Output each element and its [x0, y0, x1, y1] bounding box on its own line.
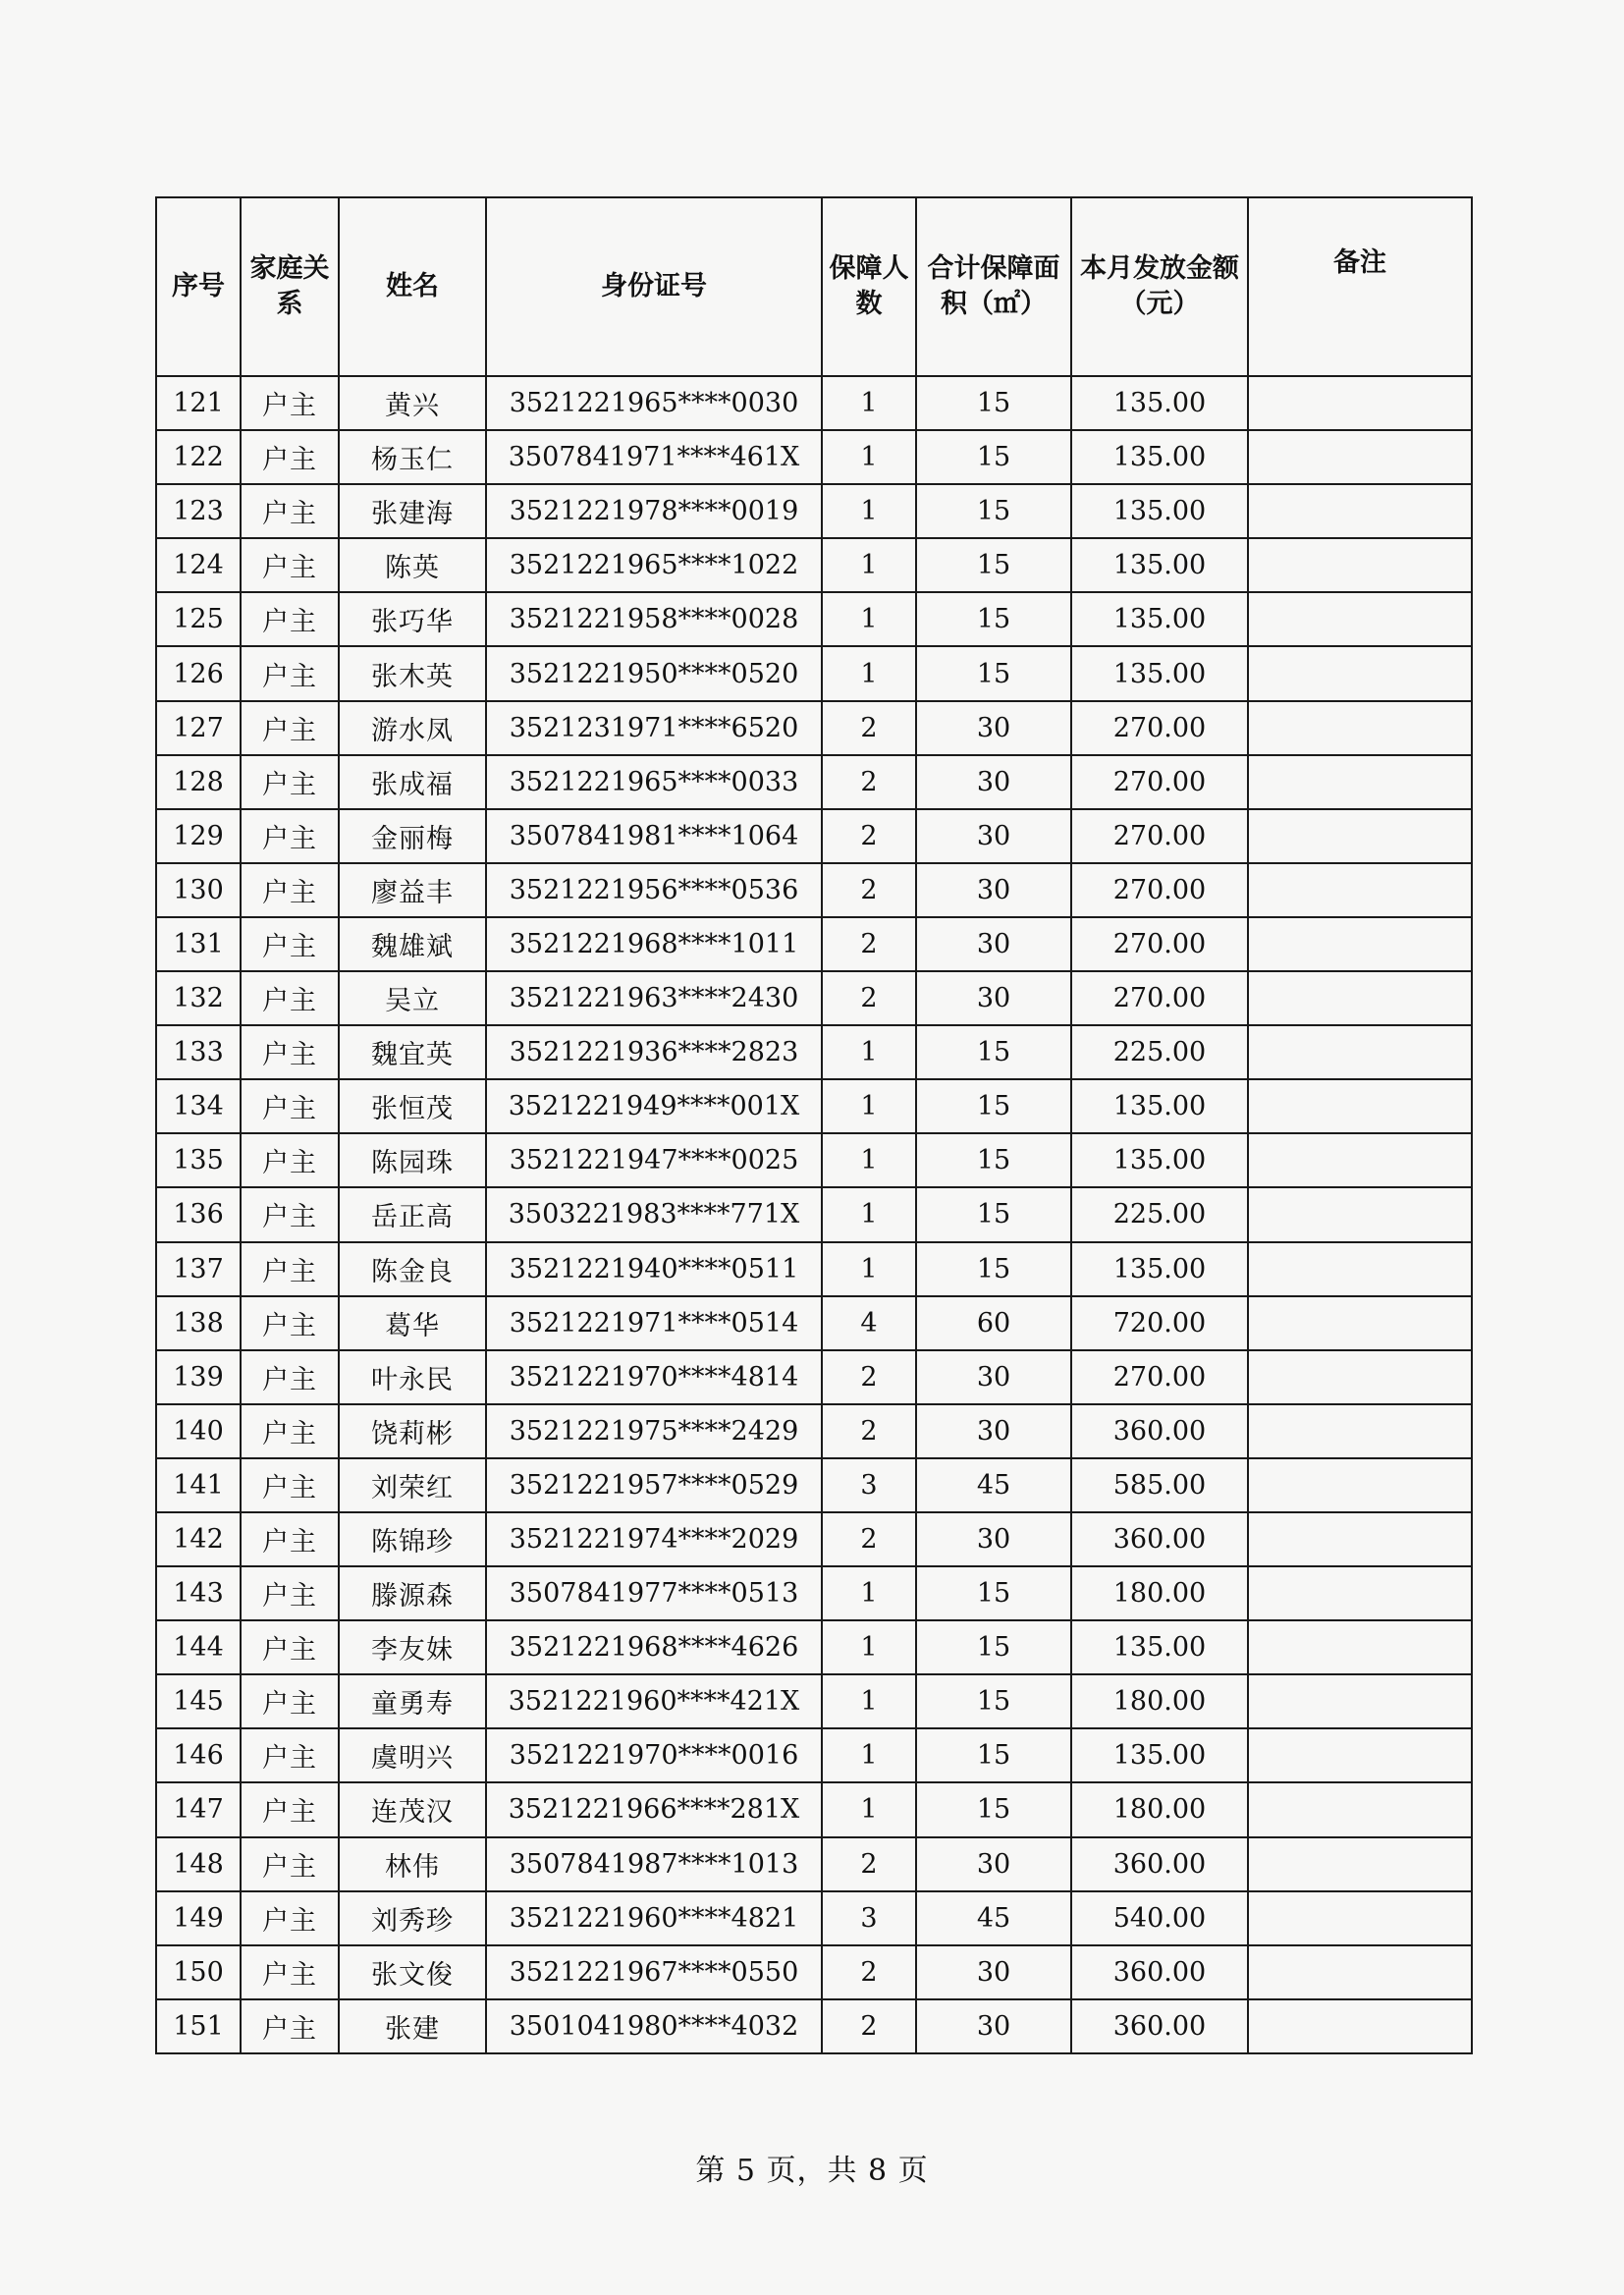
housing-subsidy-table [155, 196, 1473, 2054]
cell-area: 30 [916, 701, 1071, 755]
cell-seq: 144 [156, 1620, 241, 1674]
cell-relation: 户主 [241, 917, 339, 971]
cell-name: 岳正高 [339, 1187, 486, 1241]
cell-persons: 3 [822, 1891, 916, 1945]
cell-id-number: 3521221968****4626 [486, 1620, 822, 1674]
header-name: 姓名 [339, 197, 486, 376]
cell-relation: 户主 [241, 1350, 339, 1404]
cell-amount: 360.00 [1071, 1404, 1248, 1458]
cell-name: 魏雄斌 [339, 917, 486, 971]
cell-id-number: 3521221960****421X [486, 1674, 822, 1728]
cell-area: 30 [916, 863, 1071, 917]
cell-area: 30 [916, 1512, 1071, 1566]
cell-remarks [1248, 1404, 1472, 1458]
cell-relation: 户主 [241, 1404, 339, 1458]
cell-seq: 135 [156, 1133, 241, 1187]
cell-persons: 1 [822, 1566, 916, 1620]
cell-persons: 1 [822, 538, 916, 592]
table-row [156, 1242, 1472, 1296]
cell-amount: 135.00 [1071, 376, 1248, 430]
cell-area: 15 [916, 1025, 1071, 1079]
cell-name: 连茂汉 [339, 1782, 486, 1836]
cell-seq: 129 [156, 809, 241, 863]
cell-area: 45 [916, 1891, 1071, 1945]
cell-relation: 户主 [241, 1782, 339, 1836]
cell-persons: 2 [822, 1404, 916, 1458]
cell-id-number: 3521221965****0033 [486, 755, 822, 809]
cell-remarks [1248, 971, 1472, 1025]
table-row [156, 755, 1472, 809]
cell-amount: 180.00 [1071, 1674, 1248, 1728]
cell-remarks [1248, 1945, 1472, 1999]
cell-name: 饶莉彬 [339, 1404, 486, 1458]
cell-area: 15 [916, 376, 1071, 430]
cell-seq: 139 [156, 1350, 241, 1404]
cell-id-number: 3521221963****2430 [486, 971, 822, 1025]
cell-area: 30 [916, 917, 1071, 971]
header-id-number: 身份证号 [486, 197, 822, 376]
cell-persons: 1 [822, 376, 916, 430]
cell-persons: 2 [822, 971, 916, 1025]
cell-amount: 720.00 [1071, 1296, 1248, 1350]
cell-amount: 225.00 [1071, 1025, 1248, 1079]
cell-persons: 2 [822, 1837, 916, 1891]
cell-id-number: 3521221957****0529 [486, 1458, 822, 1512]
cell-id-number: 3521231971****6520 [486, 701, 822, 755]
cell-relation: 户主 [241, 1296, 339, 1350]
cell-name: 李友妹 [339, 1620, 486, 1674]
cell-relation: 户主 [241, 646, 339, 700]
cell-remarks [1248, 1728, 1472, 1782]
cell-persons: 2 [822, 1350, 916, 1404]
cell-persons: 1 [822, 1674, 916, 1728]
cell-name: 张成福 [339, 755, 486, 809]
cell-area: 15 [916, 592, 1071, 646]
cell-area: 45 [916, 1458, 1071, 1512]
cell-persons: 3 [822, 1458, 916, 1512]
table-body [156, 376, 1472, 2053]
cell-remarks [1248, 592, 1472, 646]
cell-relation: 户主 [241, 1620, 339, 1674]
cell-name: 张木英 [339, 646, 486, 700]
cell-seq: 133 [156, 1025, 241, 1079]
cell-relation: 户主 [241, 755, 339, 809]
cell-persons: 1 [822, 1133, 916, 1187]
cell-relation: 户主 [241, 863, 339, 917]
cell-area: 15 [916, 1782, 1071, 1836]
cell-remarks [1248, 1079, 1472, 1133]
cell-remarks [1248, 1187, 1472, 1241]
cell-amount: 270.00 [1071, 971, 1248, 1025]
cell-relation: 户主 [241, 376, 339, 430]
cell-amount: 270.00 [1071, 917, 1248, 971]
cell-remarks [1248, 917, 1472, 971]
cell-persons: 1 [822, 1079, 916, 1133]
cell-name: 葛华 [339, 1296, 486, 1350]
cell-persons: 1 [822, 1782, 916, 1836]
cell-relation: 户主 [241, 592, 339, 646]
cell-id-number: 3507841977****0513 [486, 1566, 822, 1620]
cell-id-number: 3521221970****4814 [486, 1350, 822, 1404]
cell-area: 30 [916, 1999, 1071, 2053]
cell-seq: 121 [156, 376, 241, 430]
cell-area: 15 [916, 646, 1071, 700]
cell-amount: 360.00 [1071, 1837, 1248, 1891]
cell-id-number: 3521221975****2429 [486, 1404, 822, 1458]
cell-remarks [1248, 1296, 1472, 1350]
cell-persons: 2 [822, 1999, 916, 2053]
cell-name: 魏宜英 [339, 1025, 486, 1079]
cell-relation: 户主 [241, 1242, 339, 1296]
cell-remarks [1248, 1566, 1472, 1620]
cell-amount: 135.00 [1071, 430, 1248, 484]
cell-id-number: 3521221949****001X [486, 1079, 822, 1133]
cell-remarks [1248, 646, 1472, 700]
cell-area: 30 [916, 1945, 1071, 1999]
cell-seq: 142 [156, 1512, 241, 1566]
cell-persons: 2 [822, 809, 916, 863]
cell-seq: 151 [156, 1999, 241, 2053]
table-row [156, 1187, 1472, 1241]
cell-name: 陈锦珍 [339, 1512, 486, 1566]
table-row [156, 1404, 1472, 1458]
cell-area: 30 [916, 755, 1071, 809]
table-row [156, 376, 1472, 430]
cell-remarks [1248, 1350, 1472, 1404]
cell-remarks [1248, 484, 1472, 538]
cell-amount: 270.00 [1071, 701, 1248, 755]
cell-name: 林伟 [339, 1837, 486, 1891]
cell-seq: 137 [156, 1242, 241, 1296]
table-row [156, 1620, 1472, 1674]
cell-area: 15 [916, 1133, 1071, 1187]
cell-name: 陈英 [339, 538, 486, 592]
cell-name: 张恒茂 [339, 1079, 486, 1133]
cell-area: 15 [916, 1620, 1071, 1674]
page-number: 第 5 页，共 8 页 [695, 2154, 929, 2188]
cell-persons: 1 [822, 592, 916, 646]
cell-persons: 1 [822, 430, 916, 484]
cell-id-number: 3521221956****0536 [486, 863, 822, 917]
cell-id-number: 3507841971****461X [486, 430, 822, 484]
cell-remarks [1248, 1025, 1472, 1079]
cell-remarks [1248, 376, 1472, 430]
table-row [156, 1512, 1472, 1566]
cell-persons: 2 [822, 1512, 916, 1566]
cell-remarks [1248, 1242, 1472, 1296]
cell-id-number: 3521221974****2029 [486, 1512, 822, 1566]
cell-persons: 2 [822, 755, 916, 809]
cell-seq: 141 [156, 1458, 241, 1512]
cell-seq: 140 [156, 1404, 241, 1458]
cell-remarks [1248, 1674, 1472, 1728]
table-row [156, 646, 1472, 700]
cell-relation: 户主 [241, 1837, 339, 1891]
cell-id-number: 3521221971****0514 [486, 1296, 822, 1350]
cell-name: 张建 [339, 1999, 486, 2053]
cell-persons: 1 [822, 646, 916, 700]
cell-amount: 135.00 [1071, 484, 1248, 538]
cell-name: 张建海 [339, 484, 486, 538]
cell-seq: 145 [156, 1674, 241, 1728]
cell-amount: 360.00 [1071, 1512, 1248, 1566]
cell-remarks [1248, 1782, 1472, 1836]
cell-name: 童勇寿 [339, 1674, 486, 1728]
table-row [156, 1782, 1472, 1836]
cell-amount: 135.00 [1071, 646, 1248, 700]
header-seq: 序号 [156, 197, 241, 376]
table-row [156, 1999, 1472, 2053]
cell-seq: 149 [156, 1891, 241, 1945]
cell-relation: 户主 [241, 430, 339, 484]
cell-seq: 147 [156, 1782, 241, 1836]
cell-name: 杨玉仁 [339, 430, 486, 484]
cell-name: 陈园珠 [339, 1133, 486, 1187]
cell-relation: 户主 [241, 701, 339, 755]
cell-amount: 135.00 [1071, 1242, 1248, 1296]
table-row [156, 1728, 1472, 1782]
cell-id-number: 3521221967****0550 [486, 1945, 822, 1999]
cell-seq: 138 [156, 1296, 241, 1350]
cell-name: 金丽梅 [339, 809, 486, 863]
cell-relation: 户主 [241, 1187, 339, 1241]
cell-id-number: 3507841987****1013 [486, 1837, 822, 1891]
table-row [156, 1350, 1472, 1404]
cell-id-number: 3521221940****0511 [486, 1242, 822, 1296]
cell-area: 15 [916, 430, 1071, 484]
header-relation: 家庭关系 [241, 197, 339, 376]
cell-amount: 180.00 [1071, 1782, 1248, 1836]
table-row [156, 971, 1472, 1025]
cell-amount: 135.00 [1071, 1620, 1248, 1674]
cell-remarks [1248, 1837, 1472, 1891]
cell-persons: 1 [822, 1620, 916, 1674]
cell-relation: 户主 [241, 1458, 339, 1512]
cell-persons: 1 [822, 1728, 916, 1782]
cell-relation: 户主 [241, 1025, 339, 1079]
cell-seq: 148 [156, 1837, 241, 1891]
cell-persons: 2 [822, 701, 916, 755]
header-persons: 保障人数 [822, 197, 916, 376]
cell-area: 15 [916, 1566, 1071, 1620]
cell-amount: 270.00 [1071, 1350, 1248, 1404]
cell-name: 廖益丰 [339, 863, 486, 917]
table-row [156, 484, 1472, 538]
cell-persons: 2 [822, 917, 916, 971]
cell-id-number: 3521221950****0520 [486, 646, 822, 700]
cell-amount: 135.00 [1071, 1079, 1248, 1133]
cell-remarks [1248, 809, 1472, 863]
cell-id-number: 3501041980****4032 [486, 1999, 822, 2053]
cell-area: 15 [916, 484, 1071, 538]
cell-persons: 2 [822, 863, 916, 917]
cell-seq: 150 [156, 1945, 241, 1999]
table-row [156, 863, 1472, 917]
cell-seq: 130 [156, 863, 241, 917]
table-row [156, 1079, 1472, 1133]
cell-seq: 127 [156, 701, 241, 755]
cell-relation: 户主 [241, 484, 339, 538]
table-row [156, 538, 1472, 592]
cell-remarks [1248, 1620, 1472, 1674]
cell-remarks [1248, 755, 1472, 809]
cell-relation: 户主 [241, 1512, 339, 1566]
header-area: 合计保障面积（㎡） [916, 197, 1071, 376]
cell-seq: 123 [156, 484, 241, 538]
table-row [156, 809, 1472, 863]
cell-relation: 户主 [241, 1674, 339, 1728]
table-row [156, 1674, 1472, 1728]
cell-persons: 2 [822, 1945, 916, 1999]
table-header [156, 197, 1472, 376]
cell-area: 15 [916, 1079, 1071, 1133]
cell-id-number: 3521221978****0019 [486, 484, 822, 538]
cell-id-number: 3521221965****0030 [486, 376, 822, 430]
cell-remarks [1248, 1133, 1472, 1187]
cell-id-number: 3507841981****1064 [486, 809, 822, 863]
table-row [156, 430, 1472, 484]
cell-amount: 135.00 [1071, 1728, 1248, 1782]
table-row [156, 1458, 1472, 1512]
cell-area: 15 [916, 1674, 1071, 1728]
cell-amount: 135.00 [1071, 592, 1248, 646]
cell-id-number: 3521221958****0028 [486, 592, 822, 646]
cell-amount: 540.00 [1071, 1891, 1248, 1945]
cell-amount: 270.00 [1071, 809, 1248, 863]
cell-relation: 户主 [241, 1728, 339, 1782]
cell-amount: 270.00 [1071, 863, 1248, 917]
cell-amount: 180.00 [1071, 1566, 1248, 1620]
cell-relation: 户主 [241, 809, 339, 863]
cell-name: 刘秀珍 [339, 1891, 486, 1945]
cell-name: 虞明兴 [339, 1728, 486, 1782]
cell-amount: 585.00 [1071, 1458, 1248, 1512]
cell-remarks [1248, 701, 1472, 755]
cell-name: 滕源森 [339, 1566, 486, 1620]
cell-relation: 户主 [241, 1999, 339, 2053]
cell-seq: 131 [156, 917, 241, 971]
cell-persons: 1 [822, 1242, 916, 1296]
cell-seq: 143 [156, 1566, 241, 1620]
cell-amount: 270.00 [1071, 755, 1248, 809]
cell-remarks [1248, 1999, 1472, 2053]
cell-seq: 136 [156, 1187, 241, 1241]
table-row [156, 1837, 1472, 1891]
cell-area: 15 [916, 1728, 1071, 1782]
cell-area: 15 [916, 538, 1071, 592]
cell-seq: 122 [156, 430, 241, 484]
cell-id-number: 3521221936****2823 [486, 1025, 822, 1079]
header-remarks: 备注 [1248, 197, 1472, 376]
cell-name: 黄兴 [339, 376, 486, 430]
cell-seq: 125 [156, 592, 241, 646]
cell-area: 30 [916, 809, 1071, 863]
cell-name: 刘荣红 [339, 1458, 486, 1512]
cell-id-number: 3521221947****0025 [486, 1133, 822, 1187]
cell-relation: 户主 [241, 538, 339, 592]
cell-persons: 4 [822, 1296, 916, 1350]
cell-seq: 126 [156, 646, 241, 700]
cell-seq: 134 [156, 1079, 241, 1133]
cell-seq: 128 [156, 755, 241, 809]
cell-area: 30 [916, 1404, 1071, 1458]
page-footer [0, 2146, 1624, 2189]
cell-remarks [1248, 538, 1472, 592]
table-row [156, 1296, 1472, 1350]
cell-id-number: 3521221966****281X [486, 1782, 822, 1836]
table-row [156, 701, 1472, 755]
cell-amount: 360.00 [1071, 1999, 1248, 2053]
cell-id-number: 3521221960****4821 [486, 1891, 822, 1945]
cell-name: 叶永民 [339, 1350, 486, 1404]
cell-relation: 户主 [241, 971, 339, 1025]
table-row [156, 917, 1472, 971]
cell-relation: 户主 [241, 1079, 339, 1133]
cell-amount: 135.00 [1071, 1133, 1248, 1187]
cell-name: 张巧华 [339, 592, 486, 646]
cell-area: 15 [916, 1187, 1071, 1241]
cell-amount: 360.00 [1071, 1945, 1248, 1999]
cell-area: 30 [916, 1837, 1071, 1891]
cell-id-number: 3521221970****0016 [486, 1728, 822, 1782]
cell-remarks [1248, 1512, 1472, 1566]
table-row [156, 1133, 1472, 1187]
cell-area: 60 [916, 1296, 1071, 1350]
cell-relation: 户主 [241, 1133, 339, 1187]
cell-remarks [1248, 1891, 1472, 1945]
cell-persons: 1 [822, 1025, 916, 1079]
cell-area: 30 [916, 971, 1071, 1025]
cell-persons: 1 [822, 484, 916, 538]
cell-remarks [1248, 430, 1472, 484]
cell-seq: 132 [156, 971, 241, 1025]
cell-seq: 124 [156, 538, 241, 592]
header-amount: 本月发放金额（元） [1071, 197, 1248, 376]
table-row [156, 1891, 1472, 1945]
cell-id-number: 3521221968****1011 [486, 917, 822, 971]
cell-remarks [1248, 863, 1472, 917]
table-row [156, 1945, 1472, 1999]
cell-name: 吴立 [339, 971, 486, 1025]
cell-name: 游水凤 [339, 701, 486, 755]
cell-area: 15 [916, 1242, 1071, 1296]
table-row [156, 592, 1472, 646]
cell-relation: 户主 [241, 1566, 339, 1620]
table-row [156, 1025, 1472, 1079]
cell-amount: 225.00 [1071, 1187, 1248, 1241]
cell-area: 30 [916, 1350, 1071, 1404]
cell-id-number: 3503221983****771X [486, 1187, 822, 1241]
cell-relation: 户主 [241, 1945, 339, 1999]
cell-id-number: 3521221965****1022 [486, 538, 822, 592]
cell-name: 陈金良 [339, 1242, 486, 1296]
table-row [156, 1566, 1472, 1620]
cell-relation: 户主 [241, 1891, 339, 1945]
cell-amount: 135.00 [1071, 538, 1248, 592]
cell-persons: 1 [822, 1187, 916, 1241]
cell-remarks [1248, 1458, 1472, 1512]
cell-name: 张文俊 [339, 1945, 486, 1999]
cell-seq: 146 [156, 1728, 241, 1782]
